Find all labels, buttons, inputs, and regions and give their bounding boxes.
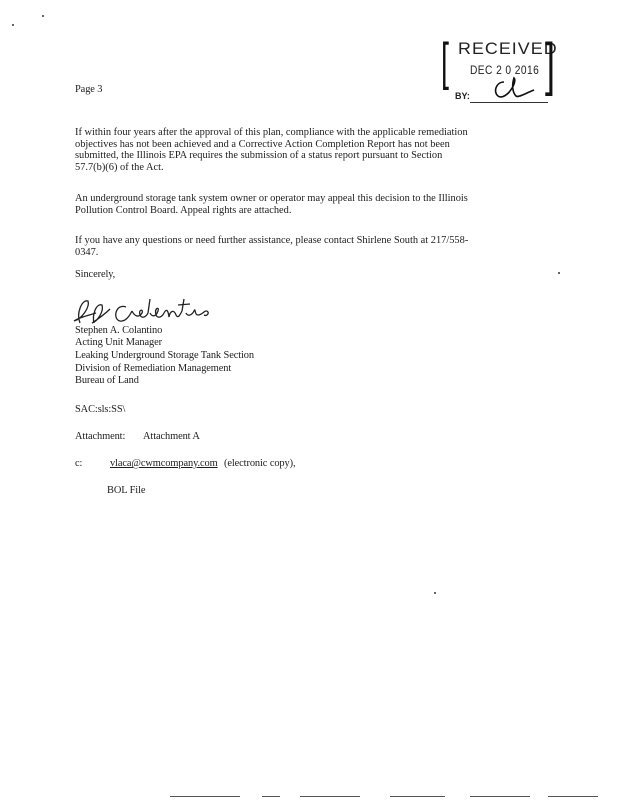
paragraph-remediation — [75, 127, 535, 173]
scan-artifact-line — [262, 796, 280, 797]
signer-name: Stephen A. Colantino — [75, 325, 163, 336]
stamp-letter-d: ] — [545, 32, 555, 97]
scan-artifact-line — [390, 796, 445, 797]
signer-title: Acting Unit Manager — [75, 337, 162, 348]
signature-icon — [68, 293, 218, 329]
attachment-value: Attachment A — [143, 431, 200, 442]
signer-division: Division of Remediation Management — [75, 363, 232, 374]
page-number: Page 3 — [75, 84, 103, 95]
scan-artifact-line — [300, 796, 360, 797]
reference-initials: SAC:sls:SS\ — [75, 404, 126, 415]
paragraph-line: If within four years after the approval of this plan, compliance with the applicable remediation — [75, 127, 468, 138]
scan-artifact-line — [470, 796, 530, 797]
stamp-by-label: BY: — [455, 91, 470, 101]
signer-section: Leaking Underground Storage Tank Section — [75, 350, 254, 361]
cc-label: c: — [75, 458, 83, 469]
signer-bureau: Bureau of Land — [75, 375, 139, 386]
paragraph-appeal — [75, 193, 535, 216]
paragraph-line: 0347. — [75, 246, 99, 258]
scan-artifact-line — [170, 796, 240, 797]
scan-speck — [558, 272, 560, 274]
scan-speck — [12, 24, 14, 26]
cc-file: BOL File — [107, 485, 146, 496]
scan-artifact-line — [548, 796, 598, 797]
cc-email-link[interactable]: vlaca@cwmcompany.com — [110, 458, 218, 469]
cc-note: (electronic copy), — [224, 458, 296, 469]
stamp-initials-icon — [490, 76, 536, 102]
stamp-date: DEC 2 0 2016 — [470, 63, 540, 77]
stamp-by-line — [470, 102, 548, 103]
closing: Sincerely, — [75, 269, 116, 280]
scan-speck — [42, 15, 44, 17]
paragraph-line: If you have any questions or need further assistance, please contact Shirlene South at 217/558- — [75, 235, 469, 246]
paragraph-line: Pollution Control Board. Appeal rights are attached. — [75, 204, 292, 216]
stamp-word: RECEIVED — [458, 39, 558, 58]
paragraph-contact — [75, 235, 535, 258]
attachment-label: Attachment: — [75, 431, 126, 442]
paragraph-line: 57.7(b)(6) of the Act. — [75, 161, 164, 173]
stamp-letter-r: [ — [441, 33, 449, 91]
scan-speck — [434, 592, 436, 594]
paragraph-line: An underground storage tank system owner or operator may appeal this decision to the Illinois — [75, 193, 468, 204]
paragraph-line: submitted, the Illinois EPA requires the submission of a status report pursuant to Section — [75, 150, 443, 161]
paragraph-line: objectives has not been achieved and a Corrective Action Completion Report has not been — [75, 138, 450, 150]
